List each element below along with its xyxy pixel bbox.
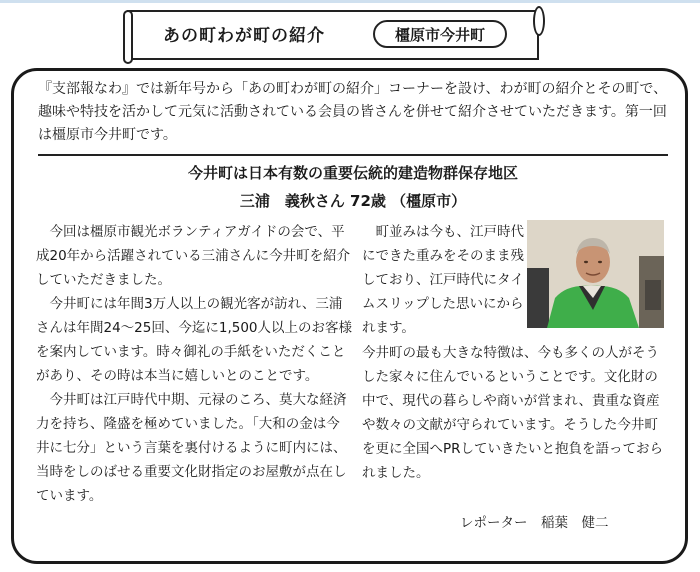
portrait-photo	[527, 220, 664, 328]
divider-rule	[38, 154, 668, 156]
article-subhead: 三浦 義秋さん 72歳 （橿原市）	[239, 192, 467, 210]
left-column	[36, 220, 352, 508]
intro-text: 『支部報なわ』では新年号から「あの町わが町の紹介」コーナーを設け、わが町の紹介とその町で、趣味や特技を活かして元気に活動されている会員の皆さんを併せて紹介させていただきます。第一回は橿原市今井町です。	[38, 81, 668, 143]
left-paragraph-2: 今井町には年間3万人以上の観光客が訪れ、三浦さんは年間24～25回、今迄に1,500人以上のお客様を案内しています。時々御礼の手紙をいただくことがあり、その時は本当に嬉しいとのことです。	[36, 296, 353, 384]
section-title: あの町わが町の紹介	[163, 26, 325, 46]
left-paragraph-1: 今回は橿原市観光ボランティアガイドの会で、平成20年から活躍されている三浦さんに今井町を紹介していただきました。	[36, 224, 351, 288]
reporter-credit: レポーター 稲葉 健二	[460, 515, 609, 531]
scroll-curl-right	[533, 6, 545, 36]
top-border-line	[0, 0, 700, 3]
title-scroll-banner	[127, 10, 539, 60]
right-paragraph-2: 今井町の最も大きな特徴は、今も多くの人がそうした家々に住んでいるということです。文化財の中で、現代の暮らしや商いが営まれ、貴重な資産や数々の文献が守られています。そうした今井町を更に全国へPRしていきたいと抱負を語っておられました。	[362, 345, 664, 481]
scroll-curl-left	[123, 10, 133, 64]
right-column-top	[362, 220, 524, 340]
article-headline: 今井町は日本有数の重要伝統的建造物群保存地区	[187, 164, 518, 182]
location-badge: 橿原市今井町	[373, 20, 507, 48]
right-column-bottom	[362, 341, 668, 485]
left-paragraph-3: 今井町は江戸時代中期、元禄のころ、莫大な経済力を持ち、隆盛を極めていました。「大和の金は今井に七分」という言葉を裏付けるように町内には、当時をしのばせる重要文化財指定のお屋敷が点在しています。	[36, 392, 347, 504]
right-paragraph-1: 町並みは今も、江戸時代にできた重みをそのまま残しており、江戸時代にタイムスリップした思いにかられます。	[362, 224, 524, 336]
portrait-illustration	[527, 220, 664, 328]
